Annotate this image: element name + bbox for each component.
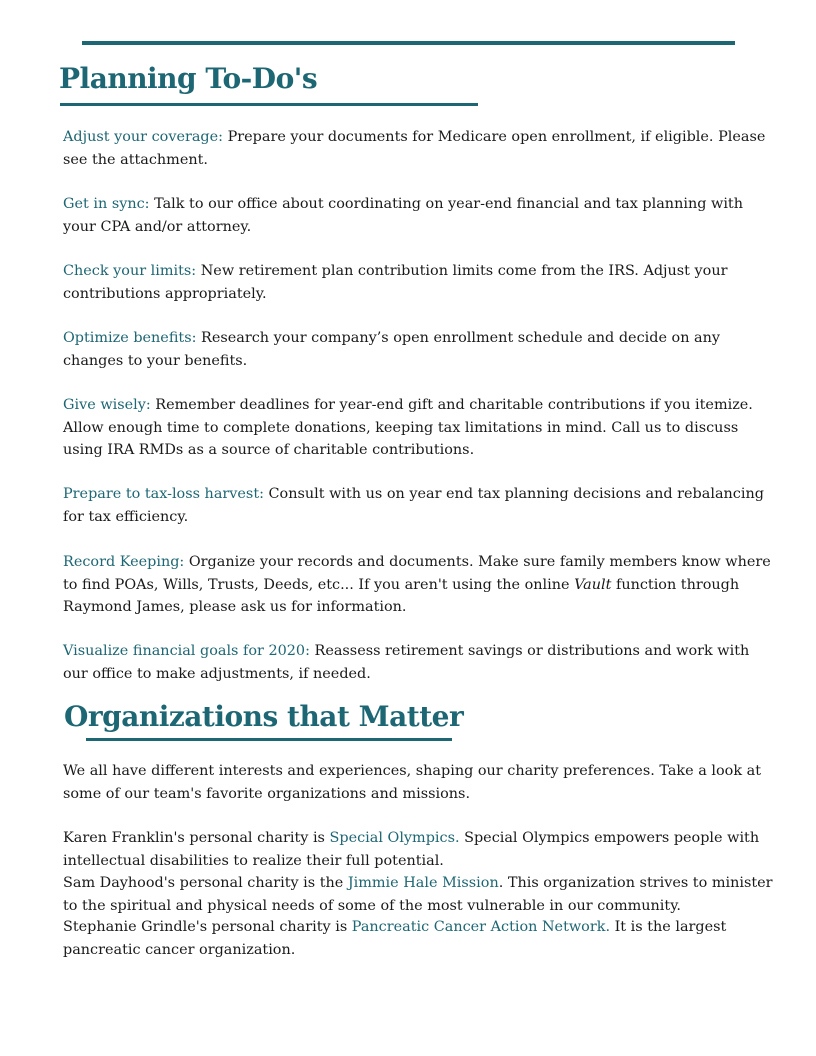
todo-text: Remember deadlines for year-end gift and charitable contributions if you itemize. Allow enough time to complete donations, keeping tax limitations in mind. Call us to discuss using IRA RMDs as a source of charitable contributions. (63, 397, 753, 458)
charity-item: Sam Dayhood's personal charity is the Jimmie Hale Mission. This organization strives to minister to the spiritual and physical needs of some of the most vulnerable in our community. (63, 875, 773, 914)
todo-lead: Optimize benefits: (63, 330, 197, 346)
top-divider (82, 41, 735, 45)
todo-item (63, 327, 778, 372)
organizations-intro: We all have different interests and experiences, shaping our charity preferences. Take a look at some of our team's favorite organizations and missions. (63, 763, 761, 802)
charity-item: Stephanie Grindle's personal charity is Pancreatic Cancer Action Network. It is the largest pancreatic cancer organization. (63, 919, 727, 958)
charity-link-pancreatic-cancer-action-network[interactable]: Pancreatic Cancer Action Network. (351, 919, 611, 935)
todo-text: Talk to our office about coordinating on year-end financial and tax planning with your CPA and/or attorney. (63, 196, 743, 235)
todo-item (63, 483, 778, 528)
todo-lead: Give wisely: (63, 397, 151, 413)
todo-item (63, 640, 778, 685)
todo-text: Organize your records and documents. Make sure family members know where to find POAs, Wills, Trusts, Deeds, etc... If you aren't using the online (63, 554, 771, 593)
planning-title-underline (60, 103, 478, 106)
planning-title: Planning To-Do's (59, 62, 318, 95)
todo-lead: Prepare to tax-loss harvest: (63, 486, 264, 502)
todo-lead: Visualize financial goals for 2020: (63, 643, 310, 659)
todo-lead: Adjust your coverage: (63, 129, 223, 145)
todo-item (63, 394, 778, 462)
todo-item (63, 193, 778, 238)
todo-text: New retirement plan contribution limits come from the IRS. Adjust your contributions appropriately. (63, 263, 728, 302)
todo-lead: Check your limits: (63, 263, 197, 279)
todo-text: Reassess retirement savings or distributions and work with our office to make adjustments, if needed. (63, 643, 750, 682)
todo-item (63, 126, 778, 171)
todo-lead: Record Keeping: (63, 554, 185, 570)
organizations-title-underline (86, 738, 452, 741)
charity-item: Karen Franklin's personal charity is Special Olympics. Special Olympics empowers people with intellectual disabilities to realize their full potential. (63, 830, 760, 869)
charity-link-jimmie-hale-mission[interactable]: Jimmie Hale Mission (347, 875, 499, 891)
todo-text: Research your company’s open enrollment schedule and decide on any changes to your benefits. (63, 330, 721, 369)
todo-item (63, 260, 778, 305)
todo-lead: Get in sync: (63, 196, 150, 212)
charity-link-special-olympics[interactable]: Special Olympics. (329, 830, 460, 846)
vault-emphasis: Vault (574, 576, 612, 593)
todo-text: Consult with us on year end tax planning decisions and rebalancing for tax efficiency. (63, 486, 764, 525)
todo-item (63, 551, 778, 619)
organizations-title: Organizations that Matter (64, 700, 464, 733)
todo-text: function through Raymond James, please ask us for information. (63, 576, 740, 615)
todo-text: Prepare your documents for Medicare open enrollment, if eligible. Please see the attachment. (63, 129, 766, 168)
